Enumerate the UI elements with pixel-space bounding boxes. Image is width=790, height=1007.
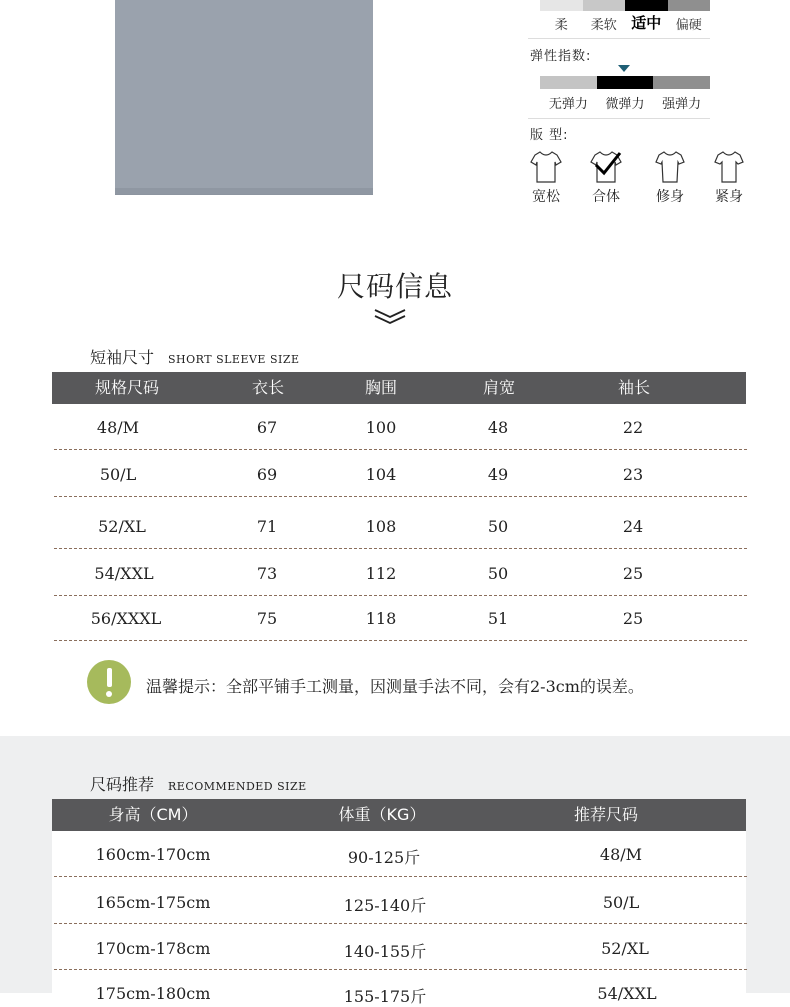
subtitle-en: SHORT SLEEVE SIZE (168, 353, 300, 366)
table-cell: 104 (365, 465, 397, 484)
product-shirt-image (115, 0, 373, 195)
row-divider (54, 969, 747, 970)
header-cell: 规格尺码 (94, 378, 160, 397)
subtitle-cn: 短袖尺寸 (90, 348, 155, 367)
table-cell: 22 (622, 418, 644, 437)
elasticity-title: 弹性指数: (530, 49, 592, 64)
table-cell: 170cm-178cm (95, 939, 211, 958)
header-cell: 身高（CM） (108, 805, 198, 824)
table-cell: 75 (256, 609, 278, 628)
table-cell: 100 (365, 418, 397, 437)
recommend-table-header (52, 799, 746, 831)
fit-label: 修身 (656, 189, 684, 205)
table-cell: 50 (487, 564, 509, 583)
table-cell: 73 (256, 564, 278, 583)
header-cell: 体重（KG） (338, 805, 426, 824)
table-cell: 112 (365, 564, 397, 583)
table-cell: 140-155斤 (343, 942, 427, 961)
table-cell: 90-125斤 (347, 848, 421, 867)
fit-label: 合体 (592, 189, 620, 205)
short-sleeve-subtitle (90, 345, 300, 368)
fit-title: 版 型: (530, 128, 569, 143)
table-cell: 67 (256, 418, 278, 437)
measurement-tip: 温馨提示：全部平铺手工测量，因测量手法不同，会有2-3cm的误差。 (146, 677, 644, 696)
table-cell: 52/XL (98, 517, 146, 536)
table-cell: 125-140斤 (343, 896, 427, 915)
table-cell: 160cm-170cm (95, 845, 211, 864)
header-cell: 胸围 (364, 378, 398, 397)
header-cell: 衣长 (251, 378, 285, 397)
table-cell: 24 (622, 517, 644, 536)
row-divider (54, 923, 747, 924)
elasticity-labels (540, 93, 710, 112)
row-divider (54, 548, 747, 549)
table-cell: 175cm-180cm (95, 984, 211, 1003)
row-divider (54, 449, 747, 450)
table-cell: 48/M (599, 845, 643, 864)
table-cell: 49 (487, 465, 509, 484)
table-cell: 54/XXL (94, 564, 154, 583)
tshirt-icon (529, 150, 563, 184)
table-cell: 56/XXXL (90, 609, 162, 628)
row-divider (54, 876, 747, 877)
elasticity-option-selected: 微弹力 (605, 97, 645, 112)
tshirt-icon (653, 150, 687, 184)
table-cell: 50/L (99, 465, 137, 484)
table-cell: 50/L (602, 893, 640, 912)
table-cell: 52/XL (601, 939, 649, 958)
softness-option: 偏硬 (675, 18, 702, 33)
table-cell: 25 (622, 609, 644, 628)
table-cell: 23 (622, 465, 644, 484)
selection-marker-icon (618, 65, 630, 72)
elasticity-scale-bar (540, 76, 710, 89)
softness-option-selected: 适中 (631, 14, 662, 32)
softness-option: 柔软 (590, 18, 617, 33)
size-table-header (52, 372, 746, 404)
softness-option: 柔 (554, 18, 568, 33)
table-cell: 48 (487, 418, 509, 437)
fit-option-loose (526, 150, 566, 206)
table-cell: 155-175斤 (343, 987, 427, 1006)
table-cell: 50 (487, 517, 509, 536)
table-cell: 165cm-175cm (95, 893, 211, 912)
header-cell: 袖长 (617, 378, 651, 397)
fit-option-tight (709, 150, 749, 206)
header-cell: 推荐尺码 (573, 805, 639, 824)
double-chevron-down-icon (373, 308, 407, 326)
table-cell: 71 (256, 517, 278, 536)
fit-label: 紧身 (715, 189, 743, 205)
divider (528, 38, 710, 39)
subtitle-cn: 尺码推荐 (90, 775, 155, 794)
exclamation-icon (87, 660, 131, 704)
tshirt-icon (712, 150, 746, 184)
divider (528, 118, 710, 119)
table-cell: 51 (487, 609, 509, 628)
row-divider (54, 496, 747, 497)
table-cell: 25 (622, 564, 644, 583)
header-cell: 肩宽 (482, 378, 516, 397)
fit-label: 宽松 (532, 189, 560, 205)
tshirt-checked-icon (589, 150, 623, 184)
elasticity-option: 无弹力 (548, 97, 588, 112)
table-cell: 118 (365, 609, 397, 628)
row-divider (54, 595, 747, 596)
section-title: 尺码信息 (336, 270, 453, 303)
fit-option-slim (650, 150, 690, 206)
softness-labels (540, 14, 710, 33)
subtitle-en: RECOMMENDED SIZE (168, 780, 307, 793)
elasticity-option: 强弹力 (662, 97, 702, 112)
table-cell: 108 (365, 517, 397, 536)
row-divider (54, 640, 747, 641)
table-cell: 48/M (96, 418, 140, 437)
table-cell: 69 (256, 465, 278, 484)
softness-scale-bar (540, 0, 710, 11)
table-cell: 54/XXL (597, 984, 657, 1003)
fit-option-regular (586, 150, 626, 206)
recommend-subtitle (90, 772, 307, 795)
